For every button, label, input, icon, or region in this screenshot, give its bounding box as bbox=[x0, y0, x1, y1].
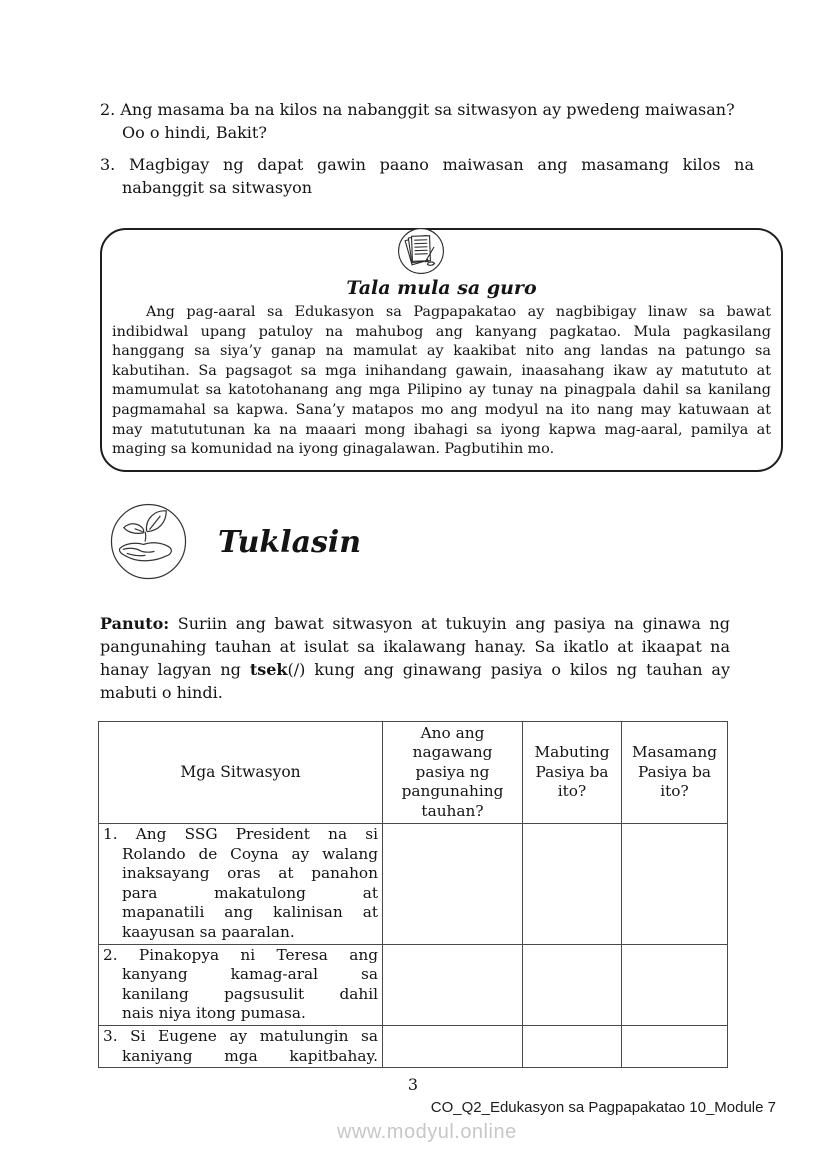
masama-cell-2 bbox=[622, 944, 728, 1025]
situation-cell-2: 2. Pinakopya ni Teresa ang kanyang kamag-aral sa kanilang pagsusulit dahil nais niya itong pumasa. bbox=[99, 944, 383, 1025]
page-number: 3 bbox=[407, 1075, 419, 1094]
section-title-tuklasin: Tuklasin bbox=[218, 525, 362, 560]
hand-sprout-icon bbox=[109, 502, 188, 581]
answer-cell-3 bbox=[383, 1025, 523, 1067]
panuto-label: Panuto: bbox=[100, 614, 170, 633]
teacher-note-title: Tala mula sa guro bbox=[346, 277, 537, 299]
masama-cell-3 bbox=[622, 1025, 728, 1067]
question-item-3: 3. Magbigay ng dapat gawin paano maiwasan ang masamang kilos na nabanggit sa sitwasyon bbox=[100, 155, 754, 197]
table-row bbox=[99, 1025, 728, 1067]
answer-cell-2 bbox=[383, 944, 523, 1025]
situation-table bbox=[98, 721, 728, 1068]
situation-cell-3: 3. Si Eugene ay matulungin sa kaniyang mga kapitbahay. bbox=[99, 1025, 383, 1067]
panuto-line-2: pangunahing tauhan at isulat sa ikalawang hanay. Sa ikatlo at ikaapat na bbox=[100, 637, 730, 656]
panuto-line-3: hanay lagyan ng tsek(/) kung ang ginawang pasiya o kilos ng tauhan ay bbox=[100, 660, 731, 679]
notepad-pencil-icon bbox=[397, 227, 445, 275]
situation-cell-1: 1. Ang SSG President na si Rolando de Coyna ay walang inaksayang oras at panahon para makatulong at mapanatili ang kalinisan at kaayusan sa paaralan. bbox=[99, 824, 383, 945]
masama-cell-1 bbox=[622, 824, 728, 945]
mabuti-cell-1 bbox=[523, 824, 622, 945]
table-header-pasiya: Ano ang nagawang pasiya ng pangunahing tauhan? bbox=[383, 722, 523, 824]
table-header-masamang: Masamang Pasiya ba ito? bbox=[622, 722, 728, 824]
panuto-line-1: Panuto: Suriin ang bawat sitwasyon at tukuyin ang pasiya na ginawa ng bbox=[100, 614, 730, 633]
panuto-instructions bbox=[100, 612, 730, 704]
panuto-line-4: mabuti o hindi. bbox=[100, 683, 223, 702]
watermark: www.modyul.online bbox=[337, 1121, 517, 1143]
mabuti-cell-2 bbox=[523, 944, 622, 1025]
question-item-2: 2. Ang masama ba na kilos na nabanggit sa sitwasyon ay pwedeng maiwasan? Oo o hindi, Bakit? bbox=[100, 100, 735, 142]
table-header-sitwasyon: Mga Sitwasyon bbox=[99, 722, 383, 824]
tsek-bold: tsek bbox=[249, 660, 288, 679]
table-header-mabuting: Mabuting Pasiya ba ito? bbox=[523, 722, 622, 824]
teacher-note-paragraph: Ang pag-aaral sa Edukasyon sa Pagpapakatao ay nagbibigay linaw sa bawat indibidwal upang patuloy na mahubog ang kanyang pagkatao. Mula pagkasilang hanggang sa siya’y ganap na mamulat ay kaakibat nito ang landas na patungo sa kabutihan. Sa pagsagot sa mga inihandang gawain, inaasahang ikaw ay matututo at mamumulat sa katotohanang ang mga Pilipino ay tunay na pinagpala dahil sa kanilang pagmamahal sa kapwa. Sana’y matapos mo ang modyul na ito nang may katuwaan at may matututunan ka na maaari mong ibahagi sa iyong kapwa mag-aaral, pamilya at maging sa komunidad na iyong ginagalawan. Pagbutihin mo. bbox=[112, 304, 771, 458]
table-row bbox=[99, 824, 728, 945]
answer-cell-1 bbox=[383, 824, 523, 945]
module-code: CO_Q2_Edukasyon sa Pagpapakatao 10_Module 7 bbox=[430, 1099, 776, 1116]
table-row bbox=[99, 944, 728, 1025]
mabuti-cell-3 bbox=[523, 1025, 622, 1067]
